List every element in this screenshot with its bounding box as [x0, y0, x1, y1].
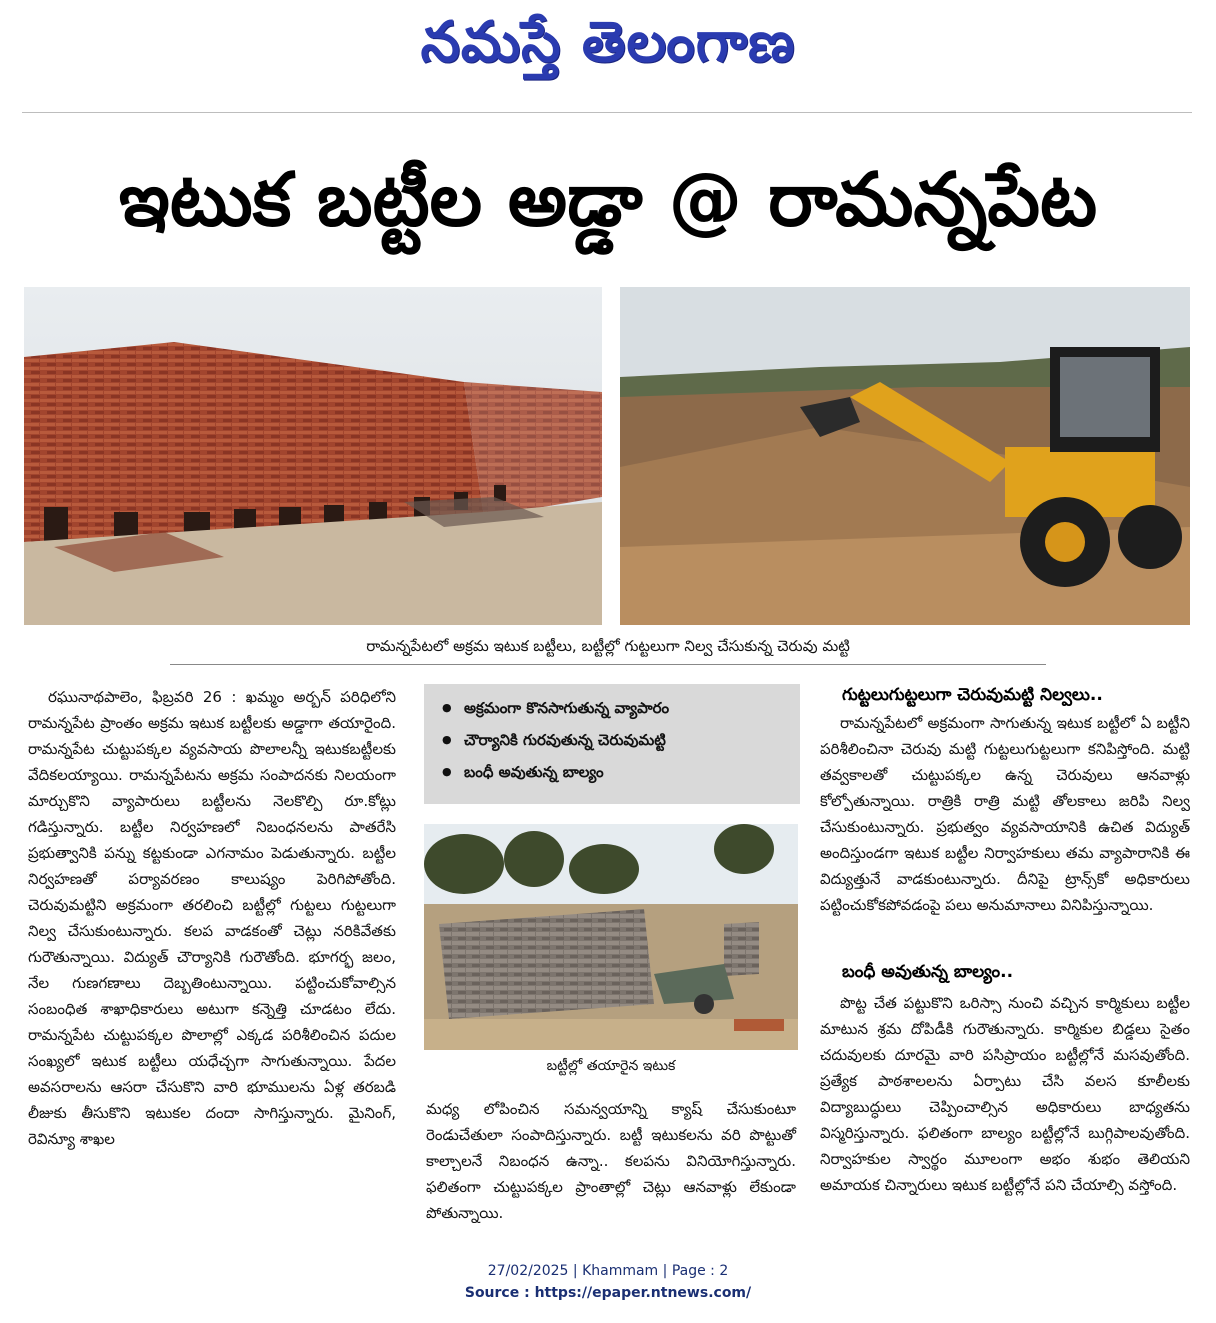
- article-column-right: [820, 990, 1190, 1198]
- photo-caption: బట్టీల్లో తయారైన ఇటుక: [546, 1058, 676, 1074]
- divider: [22, 112, 1192, 113]
- article-column-left: [28, 684, 396, 1152]
- subheading: గుట్టలుగుట్టలుగా చెరువుమట్టి నిల్వలు..: [842, 685, 1103, 705]
- article-column-middle: [426, 1096, 796, 1226]
- article-paragraph: రఘునాథపాలెం, ఫిబ్రవరి 26 : ఖమ్మం అర్బన్ పరిధిలోని రామన్నపేట ప్రాంతం అక్రమ ఇటుక బట్టీలకు అడ్డాగా తయారైంది. రామన్నపేట చుట్టుపక్కల వ్యవసాయ పొలాలన్నీ ఇటుకబట్టీలకు వేదికలయ్యాయి. రామన్నపేటను అక్రమ సంపాదనకు నిలయంగా మార్చుకొని వ్యాపారులు బట్టీలను నెలకొల్పి రూ.కోట్లు గడిస్తున్నారు. బట్టీల నిర్వహణలో నిబంధనలను పాతరేసి ప్రభుత్వానికి పన్ను కట్టకుండా ఎగనామం పెడుతున్నారు. బట్టీల నిర్వహణతో పర్యావరణం కాలుష్యం పెరిగిపోతోంది. చెరువుమట్టిని అక్రమంగా తరలించి బట్టీల్లో గుట్టలు గుట్టలుగా నిల్వ చేసుకుంటున్నారు. కలప వాడకంతో చెట్లు నరికివేతకు గురౌతున్నాయి. విద్యుత్ చౌర్యానికి గురౌతోంది. భూగర్భ జలం, నేల గుణగణాలు దెబ్బతింటున్నాయి. పట్టించుకోవాల్సిన సంబంధిత శాఖాధికారులు అటుగా కన్నెత్తి చూడటం లేదు. రామన్నపేట చుట్టుపక్కల పొలాల్లో ఎక్కడ పరిశీలించిన పదుల సంఖ్యలో ఇటుక బట్టీలు యధేచ్చగా సాగుతున్నాయి. పేదల అవసరాలను ఆసరా చేసుకొని వారి భూములను ఏళ్ల తరబడి లీజుకు తీసుకొని ఇటుకల దందా సాగిస్తున్నారు. మైనింగ్, రెవిన్యూ శాఖల: [28, 688, 396, 1148]
- page-footer: [0, 1260, 1216, 1304]
- subheading: బంధీ అవుతున్న బాల్యం..: [842, 962, 1014, 982]
- headline: ఇటుక బట్టీల అడ్డా @ రామన్నపేట: [118, 157, 1098, 243]
- highlight-item: ● బంధీ అవుతున్న బాల్యం: [442, 756, 800, 788]
- article-column-right: [820, 710, 1190, 918]
- photo-caption: రామన్నపేటలో అక్రమ ఇటుక బట్టీలు, బట్టీల్లో గుట్టలుగా నిల్వ చేసుకున్న చెరువు మట్టి: [366, 637, 850, 655]
- bricks-stack-photo: [424, 824, 798, 1050]
- highlight-item: ● అక్రమంగా కొనసాగుతున్న వ్యాపారం: [442, 692, 800, 724]
- article-paragraph: మధ్య లోపించిన సమన్వయాన్ని క్యాష్ చేసుకుంటూ రెండుచేతులా సంపాదిస్తున్నారు. బట్టీ ఇటుకలను వరి పొట్టుతో కాల్చాలనే నిబంధన ఉన్నా.. కలపను వినియోగిస్తున్నారు. ఫలితంగా చుట్టుపక్కల ప్రాంతాల్లో చెట్లు ఆనవాళ్లు లేకుండా పోతున్నాయి.: [426, 1100, 796, 1222]
- masthead-logo: నమస్తే తెలంగాణ: [420, 10, 796, 75]
- article-paragraph: రామన్నపేటలో అక్రమంగా సాగుతున్న ఇటుక బట్టీలో ఏ బట్టీని పరిశీలించినా చెరువు మట్టి గుట్టలుగుట్టలుగా కనిపిస్తోంది. మట్టి తవ్వకాలతో చుట్టుపక్కల ఉన్న చెరువులు ఆనవాళ్లు కోల్పోతున్నాయి. రాత్రికి రాత్రి మట్టి తోలకాలు జరిపి నిల్వ చేసుకుంటున్నారు. ప్రభుత్వం వ్యవసాయానికి ఉచిత విద్యుత్ అందిస్తుండగా ఇటుక బట్టీల నిర్వాహకులు తమ వ్యాపారానికి ఈ విద్యుత్తునే వాడకుంటున్నారు. దీనిపై ట్రాన్స్‌కో అధికారులు పట్టించుకోకపోవడంపై పలు అనుమానాలు వినిపిస్తున్నాయి.: [820, 714, 1190, 914]
- edition-info: 27/02/2025 | Khammam | Page : 2: [487, 1263, 729, 1279]
- article-paragraph: పొట్ట చేత పట్టుకొని ఒరిస్సా నుంచి వచ్చిన కార్మికులు బట్టీల మాటున శ్రమ దోపిడీకి గురౌతున్నారు. కార్మికుల బిడ్డలు సైతం చదువులకు దూరమై వారి పసిప్రాయం బట్టీల్లోనే మసవుతోంది. ప్రత్యేక పాఠశాలలను ఏర్పాటు చేసి వలస కూలీలకు విద్యాబుద్ధులు చెప్పించాల్సిన అధికారులు బాధ్యతను విస్మరిస్తున్నారు. ఫలితంగా బాల్యం బట్టీల్లోనే బుగ్గిపాలవుతోంది. నిర్వాహకుల స్వార్థం మూలంగా అభం శుభం తెలియని అమాయక చిన్నారులు ఇటుక బట్టీల్లోనే పని చేయాల్సి వస్తోంది.: [820, 994, 1190, 1194]
- highlight-item: ● చౌర్యానికి గురవుతున్న చెరువుమట్టి: [442, 724, 800, 756]
- source-link[interactable]: Source : https://epaper.ntnews.com/: [464, 1285, 752, 1301]
- brick-kiln-photo: [24, 287, 602, 625]
- excavator-photo: [620, 287, 1190, 625]
- divider: [170, 664, 1046, 665]
- highlights-box: [424, 684, 800, 804]
